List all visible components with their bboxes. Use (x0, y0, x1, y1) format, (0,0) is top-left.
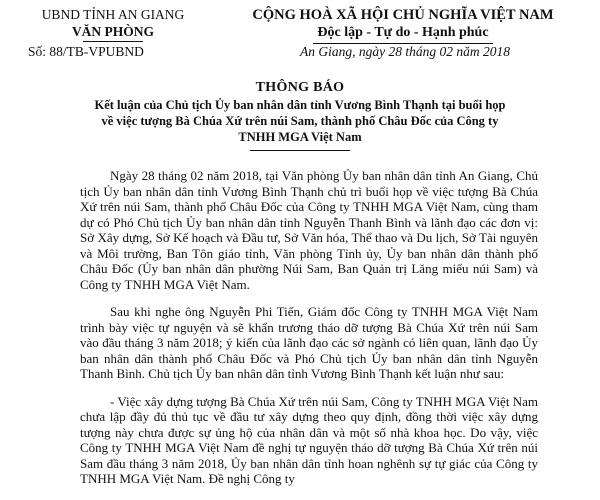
document-title: THÔNG BÁO (255, 80, 345, 95)
body-paragraph: Ngày 28 tháng 02 năm 2018, tại Văn phòng Ủy ban nhân dân tỉnh An Giang, Chủ tịch Ủy ban nhân dân tỉnh Vương Bình Thạnh chủ trì buổi họp về việc tượng Bà Chúa Xứ trên núi Sam, thành phố Châu Đốc của Công ty TNHH MGA Việt Nam, cùng tham dự có Phó Chủ tịch Ủy ban nhân dân tỉnh Nguyễn Thanh Bình và lãnh đạo các đơn vị: Sở Xây dựng, Sở Kế hoạch và Đầu tư, Sở Văn hóa, Thể thao và Du lịch, Sở Tài nguyên và Môi trường, Ban Tôn giáo tỉnh, Văn phòng Tỉnh ủy, Ủy ban nhân dân thành phố Châu Đốc (Ủy ban nhân dân phường Núi Sam, Ban Quản trị Lăng miếu núi Sam) và Công ty TNHH MGA Việt Nam. (80, 168, 538, 292)
national-header (228, 6, 578, 44)
subtitle-underline (250, 150, 350, 151)
agency-underline (83, 41, 143, 42)
national-motto: Độc lập - Tự do - Hạnh phúc (317, 25, 489, 40)
agency-parent: UBND TỈNH AN GIANG (41, 7, 185, 22)
republic-name: CỘNG HOÀ XÃ HỘI CHỦ NGHĨA VIỆT NAM (252, 7, 554, 23)
body-paragraph: Sau khi nghe ông Nguyễn Phi Tiến, Giám đốc Công ty TNHH MGA Việt Nam trình bày việc tự nguyện và sẽ khẩn trương tháo dỡ tượng Bà Chúa Xứ trên núi Sam vào đầu tháng 3 năm 2018; ý kiến của lãnh đạo các sở ngành có liên quan, lãnh đạo Ủy ban nhân dân thành phố Châu Đốc và Phó Chủ tịch Ủy ban nhân dân tỉnh Nguyễn Thanh Bình. Chủ tịch Ủy ban nhân dân tỉnh Vương Bình Thạnh kết luận như sau: (80, 304, 538, 381)
document-subtitle: Kết luận của Chủ tịch Ủy ban nhân dân tỉnh Vương Bình Thạnh tại buổi họp về việc tượng Bà Chúa Xứ trên núi Sam, thành phố Châu Đốc của Công ty TNHH MGA Việt Nam (94, 98, 506, 144)
agency-name: VĂN PHÒNG (71, 24, 155, 39)
document-number: Số: 88/TB-VPUBND (28, 44, 144, 59)
date-line: An Giang, ngày 28 tháng 02 năm 2018 (300, 44, 510, 59)
body-paragraph: - Việc xây dựng tượng Bà Chúa Xứ trên núi Sam, Công ty TNHH MGA Việt Nam chưa lập đầy đủ thủ tục về đầu tư xây dựng theo quy định, đồng thời việc xây dựng tượng này chưa được sự ủng hộ của nhân dân và một số nhà khoa học. Do vậy, việc Công ty TNHH MGA Việt Nam đề nghị tự nguyện tháo dỡ tượng Bà Chúa Xứ trên núi Sam đầu tháng 3 năm 2018, Ủy ban nhân dân tỉnh hoan nghênh sự tự giác của Công ty TNHH MGA Việt Nam. Đề nghị Công ty (80, 393, 538, 486)
document-body (80, 168, 538, 487)
issuing-agency (18, 6, 208, 42)
